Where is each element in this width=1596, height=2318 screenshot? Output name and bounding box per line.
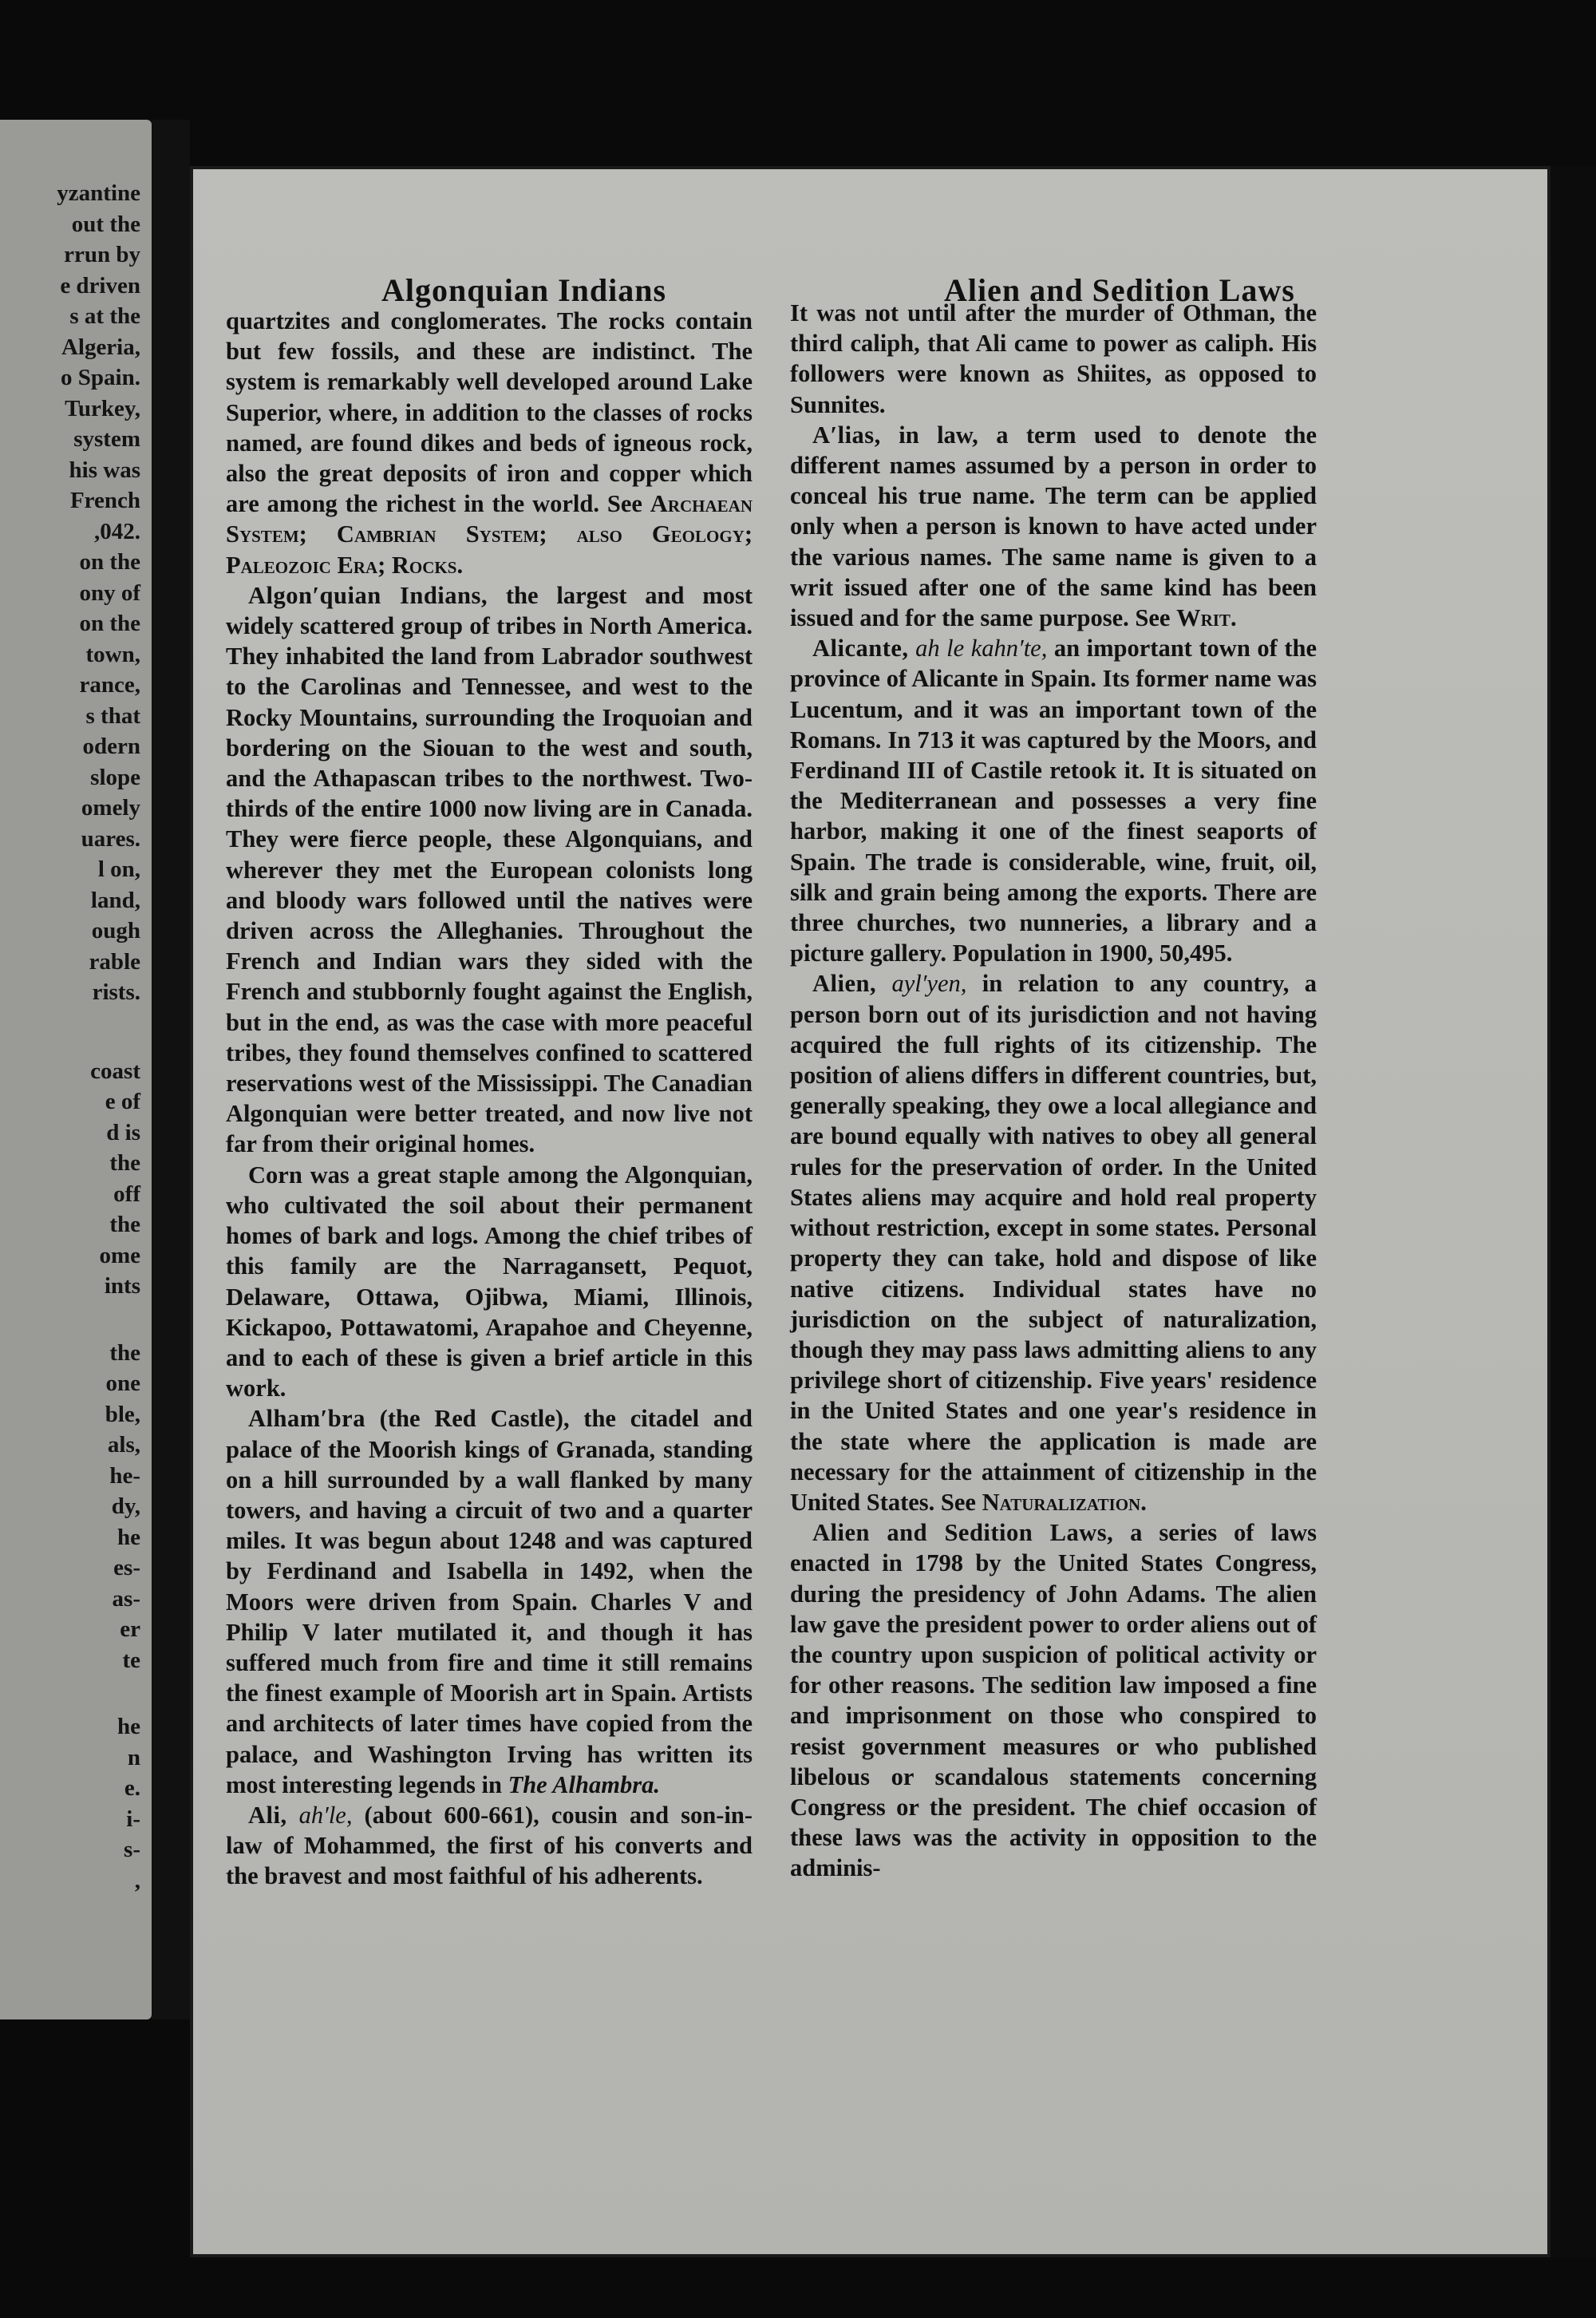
entry-alhambra xyxy=(226,1403,753,1800)
fragment-line: d is xyxy=(106,1119,140,1145)
fragment-line: rrun by xyxy=(64,242,140,267)
fragment-line: the xyxy=(109,1339,140,1366)
fragment-line: Turkey, xyxy=(65,395,140,421)
fragment-line: ony of xyxy=(79,580,140,606)
fragment-line: out the xyxy=(71,211,140,237)
fragment-line: system xyxy=(73,426,140,452)
fragment-line: er xyxy=(120,1616,140,1642)
entry-headword: Algon′quian Indians, xyxy=(248,581,488,609)
right-column xyxy=(790,298,1317,1884)
fragment-line: town, xyxy=(85,641,140,667)
fragment-line: i- xyxy=(126,1806,140,1832)
fragment-line: s that xyxy=(85,702,140,729)
book-gutter xyxy=(152,120,190,2019)
fragment-line: als, xyxy=(107,1432,140,1458)
fragment-line: slope xyxy=(90,764,140,790)
fragment-line: yzantine xyxy=(57,180,140,206)
entry-headword: Alicante, xyxy=(812,635,909,663)
entry-alien xyxy=(790,968,1317,1517)
entry-alien-sedition-laws xyxy=(790,1517,1317,1883)
fragment-line: one xyxy=(105,1371,140,1396)
paragraph-text: Corn was a great staple among the Algonquian, who cultivated the soil about their permanent homes of bark and logs. Among the chief tribes of this family are the Narragansett, Pequot, Delaware, Ottawa, Ojibwa, Miami, Illinois, Kickapoo, Pottawatomi, Arapahoe and Cheyenne, and to each of these is given a brief article in this work. xyxy=(226,1161,753,1402)
fragment-line: odern xyxy=(82,734,140,759)
cross-reference: Naturalization. xyxy=(982,1488,1147,1516)
entry-text: the largest and most widely scattered group of tribes in North America. They inhabited the land from Labrador southwest to the Carolinas and Tennessee, and west to the Rocky Mountains, surrounding the Iroquoian and bordering on the Siouan to the west and south, and the Athapascan tribes to the northwest. Two-thirds of the entire 1000 now living are in Canada. They were fierce people, these Algonquians, and wherever they met the European colonists long and bloody wars followed until the natives were driven across the Alleghanies. Throughout the French and Indian wars they sided with the French and stubbornly fought against the English, but in the end, as was the case with more peaceful tribes, they found themselves confined to scattered reservations west of the Mississippi. The Canadian Algonquian were better treated, and now live not far from their original homes. xyxy=(226,581,753,1158)
fragment-line: rance, xyxy=(79,672,140,698)
entry-text: a series of laws enacted in 1798 by the United States Congress, during the presidency of John Adams. The alien law gave the president power to order aliens out of the country upon suspicion of political activity or for other reasons. The sedition law imposed a fine and imprisonment on those who conspired to resist government measures or who published libelous or scandalous statements concerning Congress or the president. The chief occasion of these laws was the activity in opposition to the adminis- xyxy=(790,1519,1317,1882)
fragment-line: Algeria, xyxy=(61,334,140,360)
entry-text: an important town of the province of Alicante in Spain. Its former name was Lucentum, and it was an important town of the Romans. In 713 it was captured by the Moors, and Ferdinand III of Castile retook it. It is situated on the Mediterranean and possesses a very fine harbor, making it one of the finest seaports of Spain. The trade is considerable, wine, fruit, oil, silk and grain being among the exports. There are three churches, two nunneries, a library and a picture gallery. Population in 1900, 50,495. xyxy=(790,635,1317,967)
entry-alias xyxy=(790,420,1317,633)
fragment-line: omely xyxy=(81,795,140,821)
entry-text: in relation to any country, a person born out of its jurisdiction and not having acquired the full rights of its citizenship. The position of aliens differs in different countries, but, generally speaking, they owe a local allegiance and are bound equally with natives to obey all general rules for the preservation of order. In the United States aliens may acquire and hold real property without restriction, except in some states. Personal property they can take, hold and dispose of like native citizens. Individual states have no jurisdiction on the subject of naturalization, though they may pass laws admitting aliens to any privilege short of citizenship. Five years' residence in the United States and one year's residence in the state where the application is made are necessary for the attainment of citizenship in the United States. See xyxy=(790,970,1317,1516)
fragment-line: s at the xyxy=(69,303,140,329)
fragment-line: l on, xyxy=(97,856,140,882)
fragment-line: land, xyxy=(90,887,140,913)
fragment-line: o Spain. xyxy=(61,365,140,390)
entry-headword: A′lias, xyxy=(812,421,881,449)
fragment-line: ble, xyxy=(105,1401,140,1427)
fragment-line: he xyxy=(117,1524,140,1550)
entry-headword: Ali, xyxy=(248,1801,287,1829)
fragment-line: e driven xyxy=(60,272,140,299)
book-title-reference: The Alhambra. xyxy=(508,1770,660,1798)
fragment-line: uares. xyxy=(81,825,140,852)
left-column xyxy=(226,306,753,1892)
paragraph-ali-continued xyxy=(790,298,1317,420)
fragment-line: e. xyxy=(124,1775,140,1801)
fragment-line: French xyxy=(69,488,140,513)
pronunciation: ah le kahn′te, xyxy=(908,635,1048,663)
fragment-line: n xyxy=(127,1744,140,1770)
pronunciation: ayl′yen, xyxy=(876,970,967,998)
entry-headword: Alien, xyxy=(812,970,877,998)
paragraph-text: It was not until after the murder of Othman, the third caliph, that Ali came to power as caliph. His followers were known as Shiites, as opposed to Sunnites. xyxy=(790,299,1317,418)
cross-reference: Writ. xyxy=(1176,604,1237,632)
book-page xyxy=(190,166,1551,2257)
fragment-line: es- xyxy=(113,1555,140,1580)
entry-algonquian-indians xyxy=(226,580,753,1160)
fragment-line: coast xyxy=(90,1058,140,1084)
facing-page-fragment xyxy=(0,120,152,2019)
fragment-line: on the xyxy=(79,611,140,636)
fragment-line: dy, xyxy=(111,1493,140,1519)
running-head-left: Algonquian Indians xyxy=(381,272,667,308)
fragment-line: off xyxy=(113,1181,140,1207)
entry-text: (the Red Castle), the citadel and palace of the Moorish kings of Granada, standing on a hill surrounded by a wall flanked by many towers, and having a circuit of two and a quarter miles. It was begun about 1248 and was captured by Ferdinand and Isabella in 1492, when the Moors were driven from Spain. Charles V and Philip V later mutilated it, and though it has suffered much from fire and time it still remains the finest example of Moorish art in Spain. Artists and architects of later times have copied from the palace, and Washington Irving has written its most interesting legends in xyxy=(226,1405,753,1798)
entry-headword: Alham′bra xyxy=(248,1405,365,1433)
fragment-line: rists. xyxy=(92,979,140,1005)
fragment-line: s- xyxy=(124,1837,140,1862)
paragraph-corn xyxy=(226,1160,753,1404)
page-edge-shadow xyxy=(1551,166,1596,2257)
fragment-line: te xyxy=(122,1647,140,1673)
entry-alicante xyxy=(790,633,1317,968)
fragment-line: he- xyxy=(109,1462,140,1489)
fragment-line: , xyxy=(134,1867,140,1893)
entry-headword: Alien and Sedition Laws, xyxy=(812,1519,1114,1547)
paragraph-text: quartzites and conglomerates. The rocks contain but few fossils, and these are indistinct. The system is remarkably well developed around Lake Superior, where, in addition to the classes of rocks named, are found dikes and beds of igneous rock, also the great deposits of iron and copper which are among the richest in the world. See xyxy=(226,307,753,518)
fragment-line: ome xyxy=(99,1242,140,1268)
entry-text: (about 600-661), cousin and son-in-law of Mohammed, the first of his converts and the bravest and most faithful of his adherents. xyxy=(226,1801,753,1890)
cross-reference: Archaean System; Cambrian System; also Geology; Paleozoic Era; Rocks. xyxy=(226,490,753,579)
fragment-line: his was xyxy=(69,457,140,483)
fragment-line: he xyxy=(117,1714,140,1739)
pronunciation: ah′le, xyxy=(286,1801,353,1829)
fragment-line: the xyxy=(109,1150,140,1176)
fragment-line: as- xyxy=(112,1585,140,1612)
fragment-line: ints xyxy=(104,1273,140,1299)
paragraph-rocks-continued xyxy=(226,306,753,580)
running-head-right: Alien and Sedition Laws xyxy=(944,272,1295,308)
entry-text: in law, a term used to denote the different names assumed by a person in order to conceal his true name. The term can be applied only when a person is known to have acted under the various names. The same name is given to a writ issued after one of the same kind has been issued and for the same purpose. See xyxy=(790,421,1317,632)
fragment-line: ough xyxy=(91,918,140,943)
fragment-line: e of xyxy=(105,1089,140,1114)
fragment-line: rable xyxy=(89,948,140,975)
entry-ali xyxy=(226,1800,753,1892)
fragment-line: the xyxy=(109,1212,140,1237)
fragment-line: ,042. xyxy=(94,518,140,544)
fragment-line: on the xyxy=(79,549,140,575)
